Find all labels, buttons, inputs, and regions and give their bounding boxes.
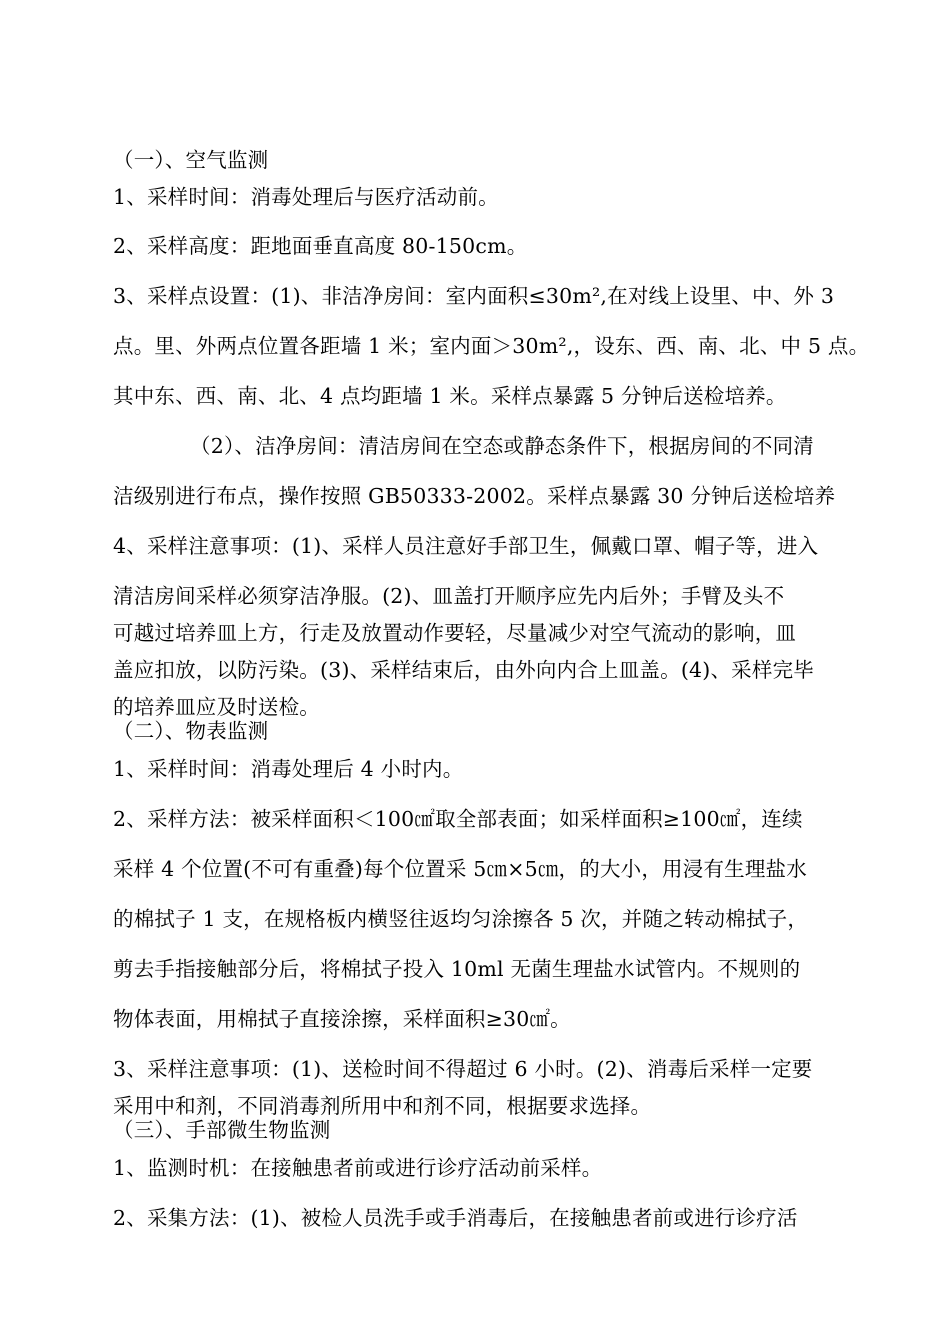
paragraph-line: 的培养皿应及时送检。 xyxy=(113,695,320,719)
paragraph-line: 盖应扣放，以防污染。(3)、采样结束后，由外向内合上皿盖。(4)、采样完毕 xyxy=(113,658,814,682)
paragraph-line: 1、监测时机：在接触患者前或进行诊疗活动前采样。 xyxy=(113,1156,603,1180)
paragraph-line: 采用中和剂，不同消毒剂所用中和剂不同，根据要求选择。 xyxy=(113,1094,652,1118)
paragraph-line: 剪去手指接触部分后，将棉拭子投入 10ml 无菌生理盐水试管内。不规则的 xyxy=(113,957,801,981)
paragraph-line: 采样 4 个位置(不可有重叠)每个位置采 5㎝×5㎝，的大小，用浸有生理盐水 xyxy=(113,857,807,881)
paragraph-line: （2）、洁净房间：清洁房间在空态或静态条件下，根据房间的不同清 xyxy=(190,434,814,458)
paragraph-line: 2、采样方法：被采样面积＜100㎠取全部表面；如采样面积≥100㎠，连续 xyxy=(113,807,803,831)
paragraph-line: 其中东、西、南、北、4 点均距墙 1 米。采样点暴露 5 分钟后送检培养。 xyxy=(113,384,787,408)
paragraph-line: 2、采样高度：距地面垂直高度 80-150cm。 xyxy=(113,234,528,258)
paragraph-line: 物体表面，用棉拭子直接涂擦，采样面积≥30㎠。 xyxy=(113,1007,571,1031)
paragraph-line: 2、采集方法：(1)、被检人员洗手或手消毒后，在接触患者前或进行诊疗活 xyxy=(113,1206,798,1230)
paragraph-line: 点。里、外两点位置各距墙 1 米；室内面＞30m²,，设东、西、南、北、中 5 点。 xyxy=(113,334,870,358)
section-heading-air: （一）、空气监测 xyxy=(113,148,269,172)
paragraph-line: 1、采样时间：消毒处理后 4 小时内。 xyxy=(113,757,464,781)
paragraph-line: 清洁房间采样必须穿洁净服。(2)、皿盖打开顺序应先内后外；手臂及头不 xyxy=(113,584,785,608)
section-heading-surface: （二）、物表监测 xyxy=(113,719,269,743)
paragraph-line: 1、采样时间：消毒处理后与医疗活动前。 xyxy=(113,185,499,209)
paragraph-line: 可越过培养皿上方，行走及放置动作要轻，尽量减少对空气流动的影响，皿 xyxy=(113,621,797,645)
paragraph-line: 洁级别进行布点，操作按照 GB50333-2002。采样点暴露 30 分钟后送检培养 xyxy=(113,484,836,508)
paragraph-line: 3、采样点设置：(1)、非洁净房间：室内面积≤30m²,在对线上设里、中、外 3 xyxy=(113,284,835,308)
paragraph-line: 4、采样注意事项：(1)、采样人员注意好手部卫生，佩戴口罩、帽子等，进入 xyxy=(113,534,819,558)
section-heading-hand: （三）、手部微生物监测 xyxy=(113,1118,331,1142)
paragraph-line: 3、采样注意事项：(1)、送检时间不得超过 6 小时。(2)、消毒后采样一定要 xyxy=(113,1057,813,1081)
paragraph-line: 的棉拭子 1 支，在规格板内横竖往返均匀涂擦各 5 次，并随之转动棉拭子， xyxy=(113,907,809,931)
